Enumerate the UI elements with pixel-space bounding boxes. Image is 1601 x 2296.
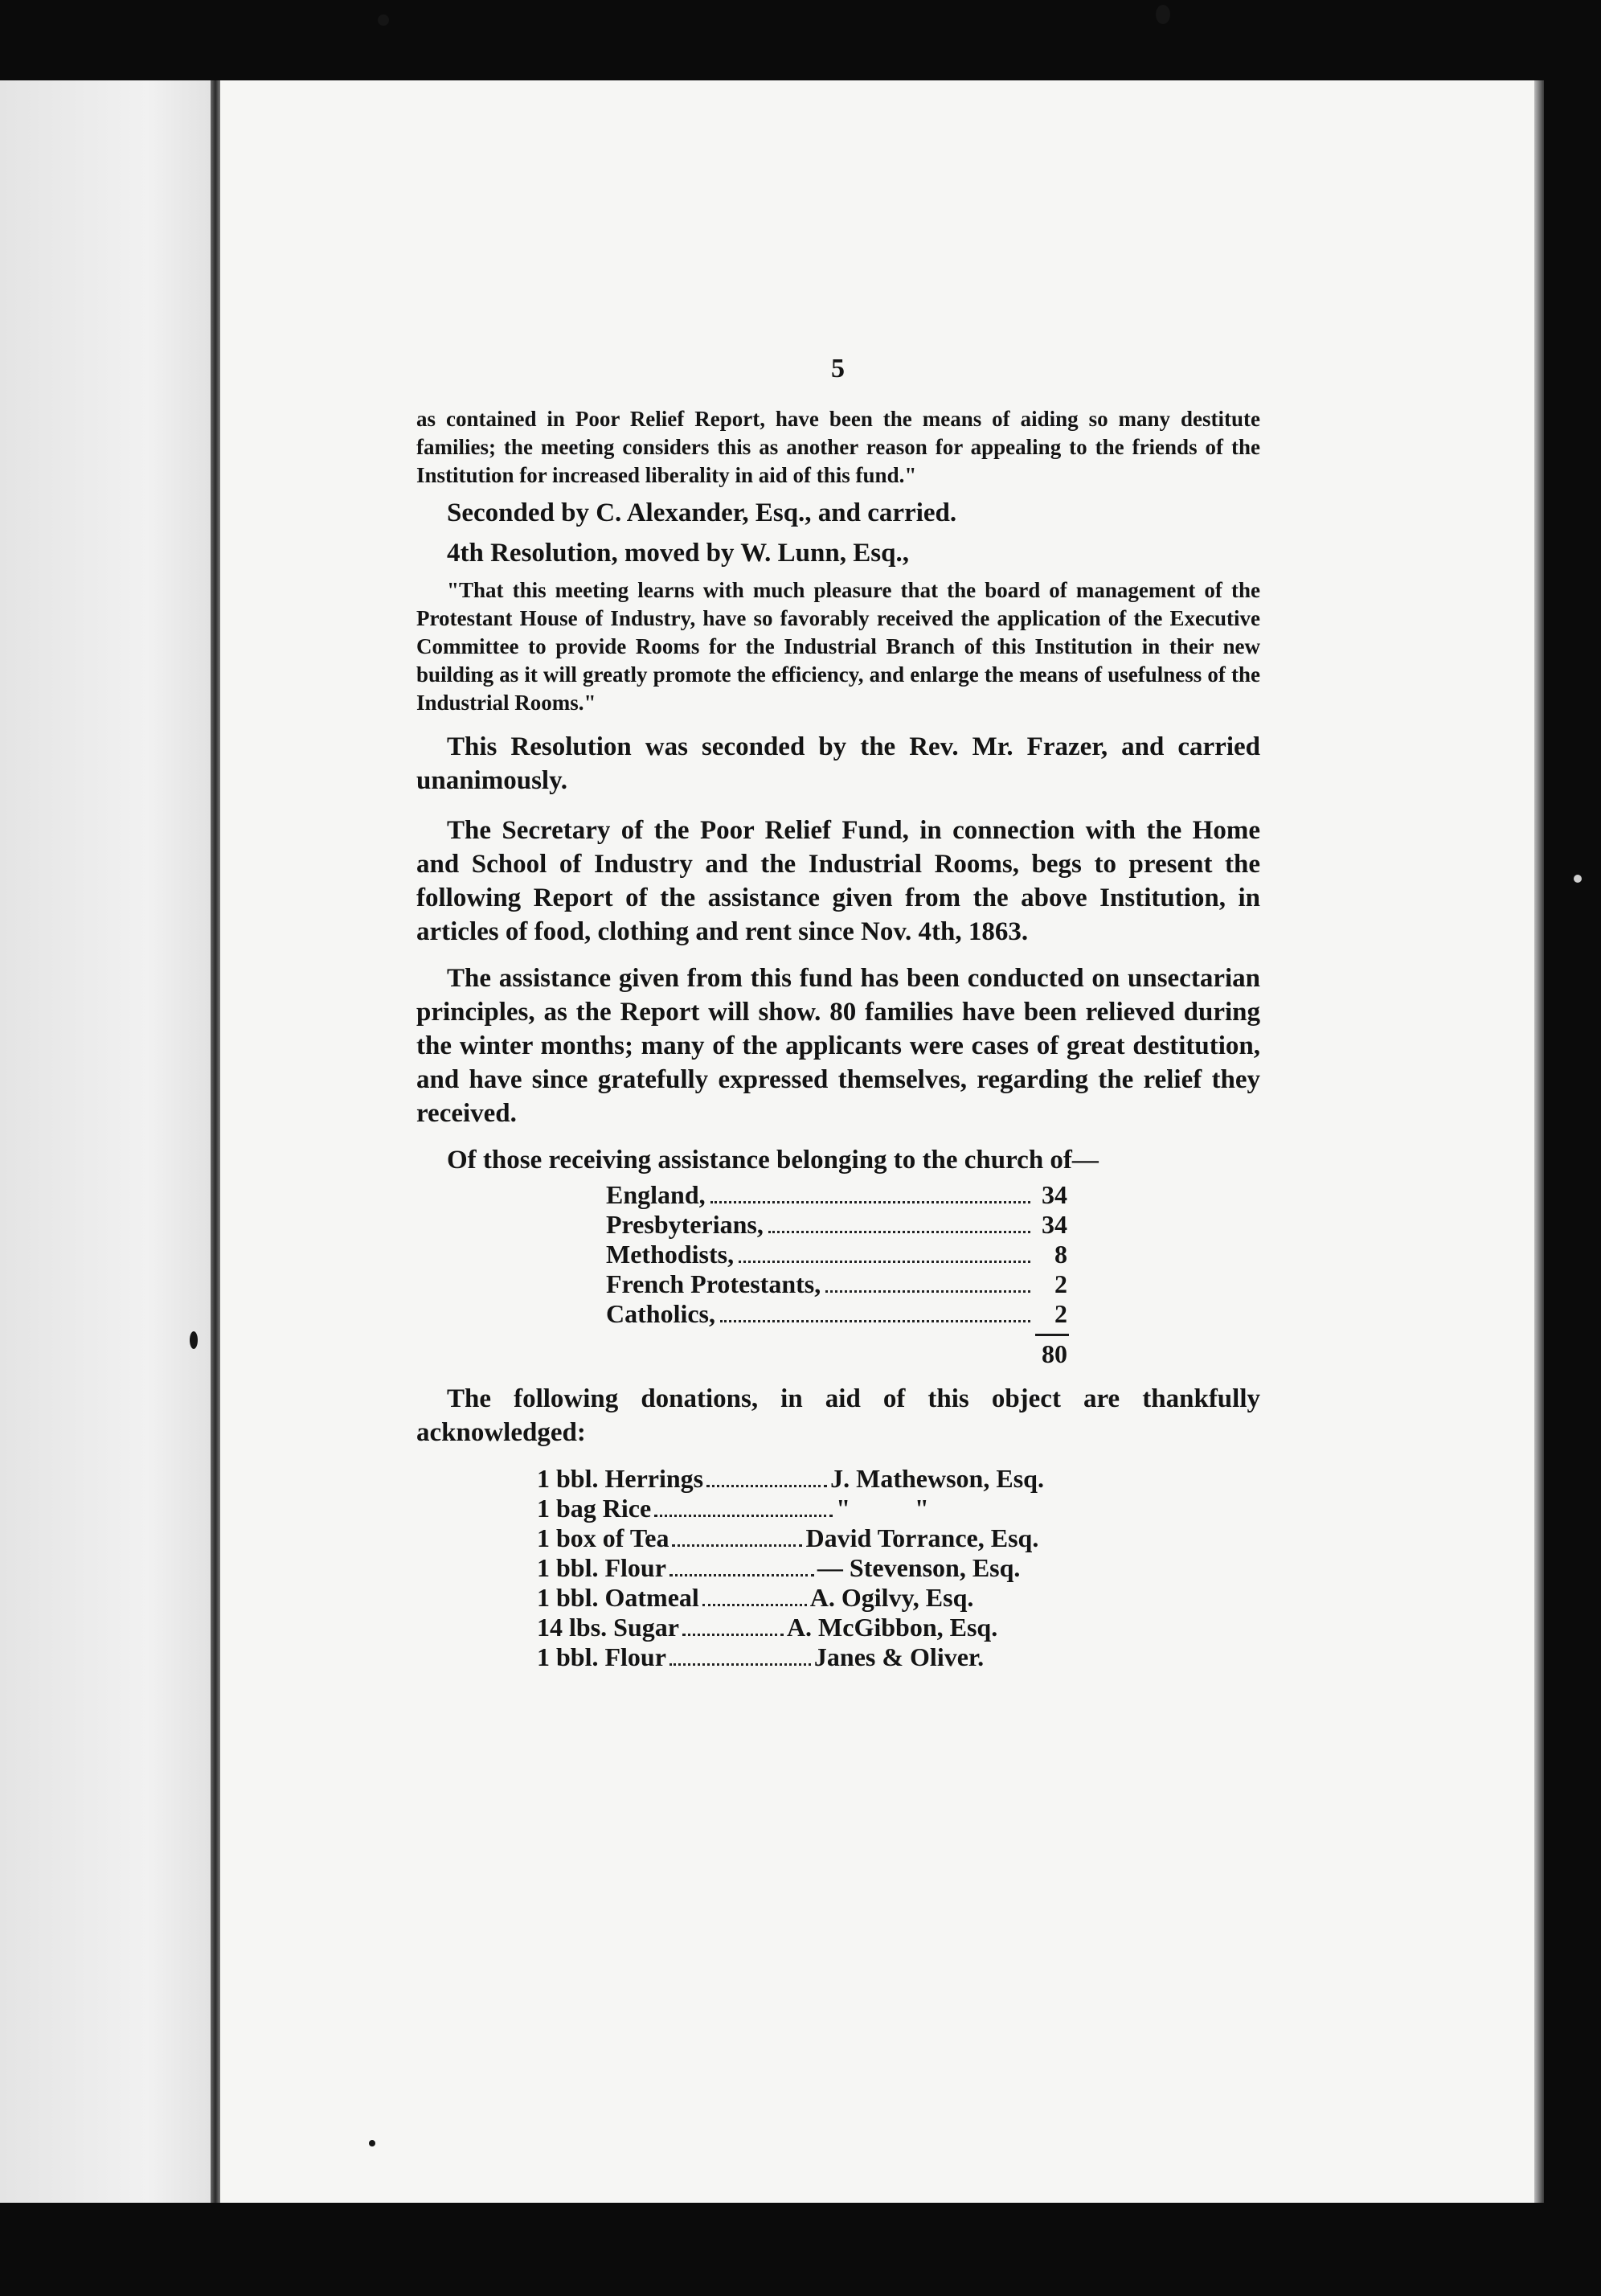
church-row — [606, 1210, 1067, 1240]
paragraph-4th-resolution: 4th Resolution, moved by W. Lunn, Esq., — [447, 539, 909, 568]
donation-donor: — Stevenson, Esq. — [817, 1553, 1021, 1582]
facing-page-edge — [0, 80, 211, 2203]
dot-leader — [825, 1289, 1030, 1293]
donation-donor: Janes & Oliver. — [813, 1642, 985, 1671]
scan-speck — [378, 14, 389, 26]
scan-speck — [369, 2140, 375, 2146]
church-count: 2 — [1054, 1299, 1067, 1328]
paragraph-seconded: Seconded by C. Alexander, Esq., and carried. — [447, 498, 957, 527]
donation-donor: David Torrance, Esq. — [805, 1523, 1039, 1552]
dot-leader — [669, 1663, 811, 1666]
paragraph-resolution-seconded: This Resolution was seconded by the Rev. Mr. Frazer, and carried unanimously. — [416, 732, 1260, 795]
donation-row — [537, 1583, 1132, 1613]
donation-row — [537, 1494, 1132, 1523]
church-count: 34 — [1042, 1180, 1067, 1209]
church-name: Methodists, — [606, 1240, 735, 1269]
donation-item: 14 lbs. Sugar — [537, 1613, 679, 1642]
dot-leader — [768, 1230, 1030, 1233]
donation-row — [537, 1523, 1132, 1553]
donation-row — [537, 1613, 1132, 1642]
church-name: Presbyterians, — [606, 1210, 764, 1239]
scan-speck — [1574, 875, 1582, 883]
paragraph-resolution-3-end: as contained in Poor Relief Report, have been the means of aiding so many destitute families; the meeting considers this as another reason for appealing to the friends of the Institution for increased liberality in aid of this fund." — [416, 407, 1260, 487]
church-row — [606, 1180, 1067, 1210]
donations-list — [537, 1464, 1132, 1672]
dot-leader — [702, 1603, 807, 1606]
church-count: 2 — [1054, 1269, 1067, 1298]
paragraph-secretary-report: The Secretary of the Poor Relief Fund, in connection with the Home and School of Industry and the Industrial Rooms, begs to present the following Report of the assistance given from the above Institution, in articles of food, clothing and rent since Nov. 4th, 1863. — [416, 816, 1260, 946]
church-name: England, — [606, 1180, 706, 1209]
page-text — [416, 354, 1260, 1672]
scan-speck — [190, 1331, 198, 1349]
donation-donor: A. McGibbon, Esq. — [786, 1613, 998, 1642]
donation-row — [537, 1464, 1132, 1494]
donation-item: 1 bbl. Flour — [537, 1553, 666, 1582]
dot-leader — [669, 1573, 814, 1576]
church-total-row — [606, 1339, 1067, 1369]
dot-leader — [654, 1514, 833, 1517]
page-right-shadow — [1534, 80, 1544, 2203]
church-total: 80 — [1042, 1339, 1067, 1368]
donation-donor: J. Mathewson, Esq. — [830, 1464, 1044, 1493]
church-count: 34 — [1042, 1210, 1067, 1239]
church-table — [606, 1180, 1067, 1369]
church-count: 8 — [1054, 1240, 1067, 1269]
donation-item: 1 bbl. Herrings — [537, 1464, 704, 1493]
donation-donor: " " — [836, 1494, 929, 1523]
church-name: Catholics, — [606, 1299, 715, 1328]
page-number: 5 — [831, 354, 846, 383]
church-row — [606, 1299, 1067, 1329]
paragraph-donations-intro: The following donations, in aid of this object are thankfully acknowledged: — [416, 1384, 1260, 1447]
dot-leader — [720, 1319, 1030, 1322]
dot-leader — [682, 1633, 784, 1636]
donation-donor: A. Ogilvy, Esq. — [809, 1583, 974, 1612]
paragraph-resolution-quote: "That this meeting learns with much pleasure that the board of management of the Protestant House of Industry, have so favorably received the application of the Executive Committee to provide Rooms for the Industrial Branch of this Institution in their new building as it will greatly promote the efficiency, and enlarge the means of usefulness of the Industrial Rooms." — [416, 578, 1260, 715]
church-name: French Protestants, — [606, 1269, 821, 1298]
total-rule — [1035, 1334, 1069, 1336]
paragraph-church-intro: Of those receiving assistance belonging to the church of— — [447, 1146, 1099, 1175]
donation-item: 1 box of Tea — [537, 1523, 669, 1552]
church-row — [606, 1269, 1067, 1299]
dot-leader — [672, 1544, 802, 1547]
donation-item: 1 bbl. Oatmeal — [537, 1583, 699, 1612]
donation-item: 1 bbl. Flour — [537, 1642, 666, 1671]
dot-leader — [706, 1484, 827, 1487]
donation-row — [537, 1642, 1132, 1672]
paragraph-assistance: The assistance given from this fund has been conducted on unsectarian principles, as the Report will show. 80 families have been relieved during the winter months; many of the applicants were cases of great destitution, and have since gratefully expressed themselves, regarding the relief they received. — [416, 964, 1260, 1128]
dot-leader — [710, 1200, 1030, 1203]
donation-row — [537, 1553, 1132, 1583]
book-spine-shadow — [211, 80, 220, 2203]
church-row — [606, 1240, 1067, 1269]
dot-leader — [739, 1260, 1030, 1263]
donation-item: 1 bag Rice — [537, 1494, 652, 1523]
scan-speck — [1156, 5, 1170, 24]
